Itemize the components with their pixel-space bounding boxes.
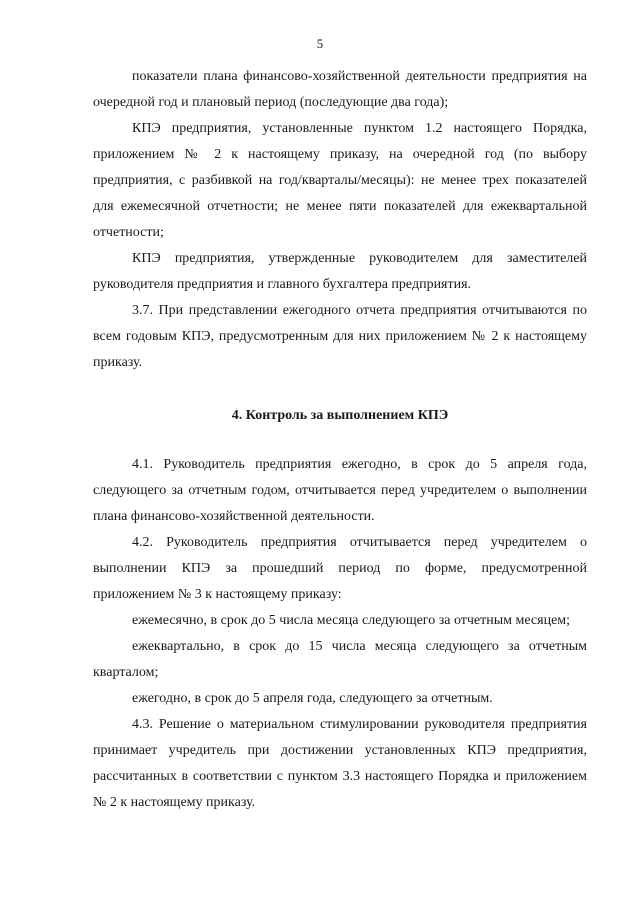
paragraph-4-2: 4.2. Руководитель предприятия отчитывается перед учредителем о выполнении КПЭ за прошедший период по форме, предусмотренной приложением № 3 к настоящему приказу: — [93, 535, 587, 602]
paragraph-3-7: 3.7. При представлении ежегодного отчета предприятия отчитываются по всем годовым КПЭ, предусмотренным для них приложением № 2 к настоящему приказу. — [93, 303, 587, 370]
list-item-quarterly: ежеквартально, в срок до 15 числа месяца следующего за отчетным кварталом; — [93, 639, 587, 680]
section-heading: 4. Контроль за выполнением КПЭ — [231, 408, 449, 423]
document-body — [93, 64, 587, 816]
paragraph-4-1: 4.1. Руководитель предприятия ежегодно, в срок до 5 апреля года, следующего за отчетным годом, отчитывается перед учредителем о выполнении плана финансово-хозяйственной деятельности. — [93, 457, 587, 524]
list-item-yearly: ежегодно, в срок до 5 апреля года, следующего за отчетным. — [132, 691, 493, 706]
paragraph-kpe-established: КПЭ предприятия, установленные пунктом 1.2 настоящего Порядка, приложением № 2 к настоящему приказу, на очередной год (по выбору предприятия, с разбивкой на год/кварталы/месяцы): не менее трех показателей для ежемесячной отчетности; не менее пяти показателей для ежеквартальной отчетности; — [93, 121, 587, 240]
paragraph-4-3: 4.3. Решение о материальном стимулировании руководителя предприятия принимает учредитель при достижении установленных КПЭ предприятия, рассчитанных в соответствии с пунктом 3.3 настоящего Порядка и приложением № 2 к настоящему приказу. — [93, 717, 587, 810]
list-item-monthly: ежемесячно, в срок до 5 числа месяца следующего за отчетным месяцем; — [132, 613, 571, 628]
page-number: 5 — [316, 36, 324, 51]
paragraph-financial-plan: показатели плана финансово-хозяйственной деятельности предприятия на очередной год и плановый период (последующие два года); — [93, 69, 587, 110]
paragraph-kpe-approved: КПЭ предприятия, утвержденные руководителем для заместителей руководителя предприятия и главного бухгалтера предприятия. — [93, 251, 587, 292]
